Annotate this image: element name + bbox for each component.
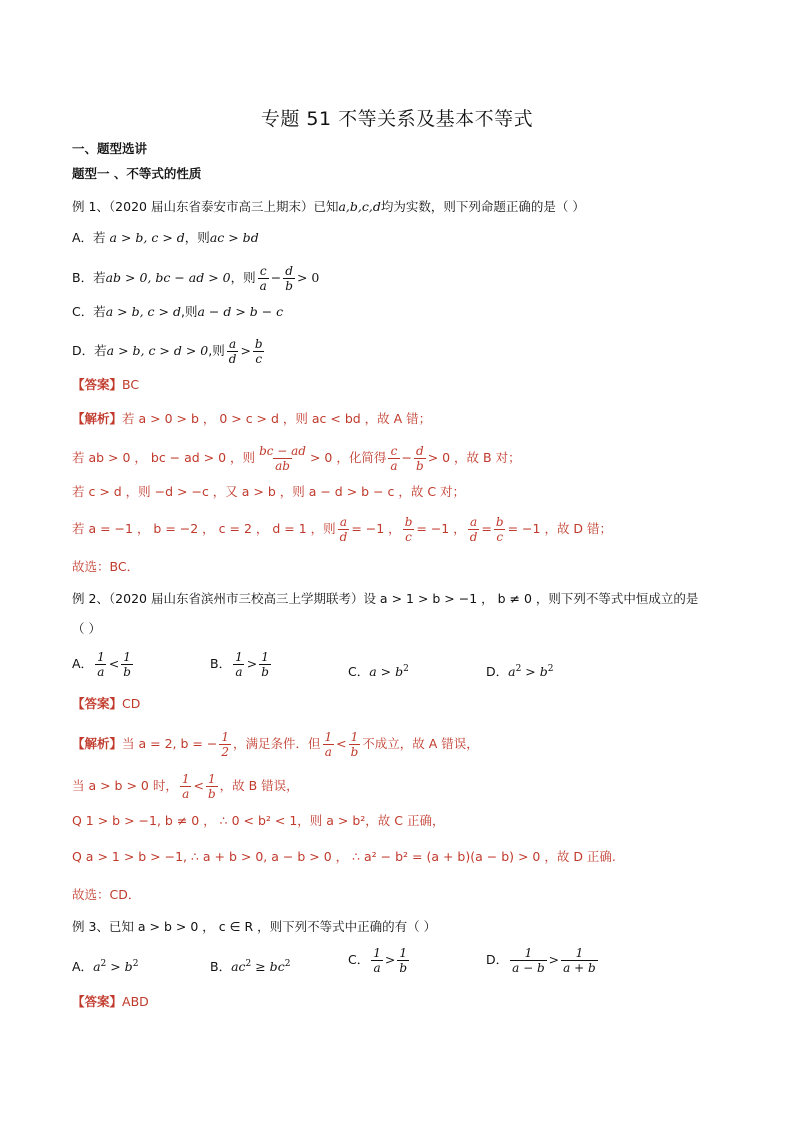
example-1-option-c: C．若a > b, c > d,则a − d > b − c bbox=[72, 304, 284, 319]
example-2-option-d: D．$a^2 > b^2$ bbox=[486, 664, 554, 680]
example-1-answer: 【答案】BC bbox=[72, 377, 140, 392]
fraction: $\frac{1}{2}$ bbox=[221, 730, 229, 759]
fraction: $\frac{d}{b}$ bbox=[285, 264, 293, 293]
fraction: $\frac{1}{a}$ bbox=[235, 650, 243, 679]
example-3-option-b: B．$ac^2 \ge bc^2$ bbox=[210, 959, 291, 975]
example-1-choose: 故选：BC． bbox=[72, 559, 140, 574]
example-2-solution-line-1: 【解析】当 a = 2, b = − $\frac{1}{2}$ ，满足条件．但 $\frac{1}{a}$ < $\frac{1}{b}$ 不成立，故 A 错误， bbox=[72, 730, 479, 759]
fraction: $\frac{b}{c}$ bbox=[404, 515, 413, 544]
example-1-solution-line-3: 若 c > d ，则 −d > −c ，又 a > b ，则 a − d > b − c ，故 C 对； bbox=[72, 484, 466, 499]
example-3-option-a: A．$a^2 > b^2$ bbox=[72, 959, 139, 975]
example-1-solution-line-4: 若 a = −1 ， b = −2 ， c = 2 ， d = 1 ，则 $\frac{a}{d}$ = −1 ， $\frac{b}{c}$ = −1 ， $\frac{a}{d}$ = $\frac{b}{c}$ = −1 ，故 D 错； bbox=[72, 515, 613, 544]
fraction: $\frac{1}{a}$ bbox=[324, 730, 333, 759]
example-2-option-c: C．$a > b^2$ bbox=[348, 664, 409, 680]
fraction: $\frac{b}{c}$ bbox=[254, 337, 263, 366]
fraction: $\frac{a}{d}$ bbox=[339, 515, 348, 544]
fraction: $\frac{1}{b}$ bbox=[207, 772, 216, 801]
example-2-solution-line-3: Q 1 > b > −1, b ≠ 0 ， ∴ 0 < b² < 1，则 a > b²，故 C 正确， bbox=[72, 813, 445, 828]
example-2-choose: 故选：CD． bbox=[72, 887, 141, 902]
fraction: $\frac{a}{d}$ bbox=[469, 515, 478, 544]
fraction: $\frac{1}{a}$ bbox=[97, 650, 105, 679]
example-2-question-paren: （ ） bbox=[72, 621, 101, 636]
example-2-answer: 【答案】CD bbox=[72, 696, 141, 711]
example-1-question: 例 1、（2020 届山东省泰安市高三上期末）已知a,b,c,d均为实数，则下列命题正确的是（ ） bbox=[72, 199, 585, 214]
example-1-option-b: B．若ab > 0, bc − ad > 0，则 $\frac{c}{a}$ − $\frac{d}{b}$ > 0 bbox=[72, 264, 320, 293]
example-1-solution-line-1: 【解析】若 a > 0 > b ， 0 > c > d ，则 ac < bd ，故 A 错； bbox=[72, 411, 432, 426]
fraction: $\frac{a}{d}$ bbox=[228, 337, 237, 366]
example-3-option-d: D． $\frac{1}{a - b}$ > $\frac{1}{a + b}$ bbox=[486, 946, 596, 975]
example-2-option-a: A． $\frac{1}{a}$ < $\frac{1}{b}$ bbox=[72, 650, 131, 679]
fraction: $\frac{1}{a + b}$ bbox=[563, 946, 596, 975]
example-3-answer: 【答案】ABD bbox=[72, 994, 149, 1009]
section-heading: 一、题型选讲 bbox=[72, 141, 148, 156]
example-2-option-b: B． $\frac{1}{a}$ > $\frac{1}{b}$ bbox=[210, 650, 269, 679]
fraction: $\frac{b}{c}$ bbox=[495, 515, 504, 544]
example-3-question: 例 3、已知 a > b > 0 ， c ∈ R ，则下列不等式中正确的有（ ） bbox=[72, 919, 437, 934]
example-1-option-a: A．若 a > b, c > d，则ac > bd bbox=[72, 230, 259, 245]
example-1-option-d: D．若a > b, c > d > 0,则 $\frac{a}{d}$ > $\frac{b}{c}$ bbox=[72, 337, 263, 366]
fraction: $\frac{1}{a}$ bbox=[181, 772, 190, 801]
fraction: $\frac{1}{b}$ bbox=[261, 650, 269, 679]
example-2-solution-line-4: Q a > 1 > b > −1, ∴ a + b > 0, a − b > 0 ， ∴ a² − b² = (a + b)(a − b) > 0 ，故 D 正确. bbox=[72, 849, 616, 864]
type-heading: 题型一 、不等式的性质 bbox=[72, 166, 202, 181]
fraction: $\frac{1}{b}$ bbox=[123, 650, 131, 679]
fraction: $\frac{c}{a}$ bbox=[259, 264, 267, 293]
page-title: 专题 51 不等关系及基本不等式 bbox=[260, 108, 534, 130]
fraction: $\frac{1}{a}$ bbox=[373, 946, 381, 975]
fraction: $\frac{d}{b}$ bbox=[416, 444, 424, 473]
example-3-option-c: C． $\frac{1}{a}$ > $\frac{1}{b}$ bbox=[348, 946, 408, 975]
example-1-solution-line-2: 若 ab > 0 ， bc − ad > 0 ，则 $\frac{bc - ad}{ab}$ > 0 ，化简得 $\frac{c}{a}$ − $\frac{d}{b}$ > 0 ，故 B 对； bbox=[72, 444, 521, 473]
fraction: $\frac{1}{a - b}$ bbox=[512, 946, 545, 975]
fraction: $\frac{c}{a}$ bbox=[390, 444, 398, 473]
fraction: $\frac{1}{b}$ bbox=[350, 730, 359, 759]
example-2-question: 例 2、（2020 届山东省滨州市三校高三上学期联考）设 a > 1 > b > −1 ， b ≠ 0 ，则下列不等式中恒成立的是 bbox=[72, 591, 699, 606]
fraction: $\frac{1}{b}$ bbox=[399, 946, 408, 975]
example-2-solution-line-2: 当 a > b > 0 时， $\frac{1}{a}$ < $\frac{1}{b}$ ，故 B 错误， bbox=[72, 772, 299, 801]
fraction: $\frac{bc - ad}{ab}$ bbox=[259, 444, 306, 473]
